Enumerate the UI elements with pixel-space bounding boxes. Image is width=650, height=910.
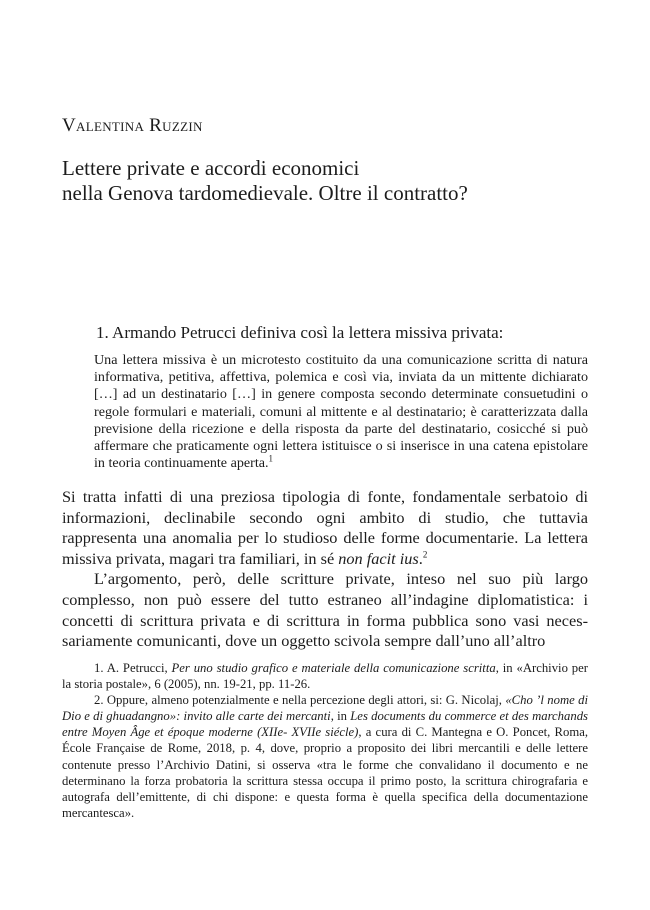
author-name [62,115,203,137]
paragraph-1-end: . [418,548,423,568]
footnote-ref-1[interactable]: 1 [268,453,274,464]
title-line-1: Lettere private e accordi economici [62,156,360,180]
footnote-2 [62,692,588,821]
block-quote-text: Una lettera missiva è un microtesto costituito da una comunicazione scritta di natura informativa, petitiva, affettiva, polemica e così via, inviata da un mittente dichiarato […] ad un destinatario […] in genere composta secondo determinate consuetudini o regole formulari e materiali, comuni al mittente e al destinatario; è caratterizzata dalla previsione della ricezione e della risposta da parte del destinatario, cosicché si può affermare che praticamente ogni lettera istituisce o si inserisce in una catena epistolare in teoria continuamente aperta. [94,352,588,472]
paragraph-1-text: Si tratta infatti di una preziosa tipologia di fonte, fondamentale serbatoio di informazioni, declinabile secondo ogni ambito di studio, che tuttavia rappresenta una anomalia per lo studioso delle forme documentarie. La lettera missiva privata, magari tra familiari, in sé [62,487,588,568]
footnote-1-tail: , in «Archivio per la storia postale», 6 (2005), nn. 19-21, pp. 11-26. [62,661,588,692]
footnote-1 [62,660,588,692]
footnote-2-title: «Cho ’l nome di Dio e di ghuadangno»: invito alle carte dei mercanti [62,693,588,724]
footnote-2-in: , in [330,709,347,724]
paragraph-2: L’argomento, però, delle scritture private, inteso nel suo più largo complesso, non può essere del tutto estraneo all’indagine diplomatistica: i concetti di scrittura privata e di scrittura in forma pubblica sono vasi neces-sariamente comunicanti, dove un oggetto scivola sempre dall’uno all’altro [62,569,588,651]
footnote-2-book-title: Les documents du commerce et des marchands entre Moyen Âge et époque moderne (XIIe- XVIIe siécle) [62,709,588,740]
article-title [62,156,602,206]
section-intro: 1. Armando Petrucci definiva così la lettera missiva privata: [96,323,504,342]
paragraph-1 [62,487,588,569]
footnote-1-lead: 1. A. Petrucci, [94,661,168,675]
main-text [62,487,588,652]
footnotes [62,660,588,821]
title-line-2: nella Genova tardomedievale. Oltre il contratto? [62,181,468,205]
footnote-1-title: Per uno studio grafico e materiale della comunicazione scritta [171,661,496,675]
footnote-ref-2[interactable]: 2 [422,549,428,560]
paragraph-1-latin: non facit ius [338,548,419,568]
footnote-2-lead: 2. Oppure, almeno potenzialmente e nella percezione degli attori, si: G. Nicolaj, [94,693,502,708]
block-quote [94,352,588,472]
author-name-text: Valentina Ruzzin [62,115,203,136]
footnote-2-tail: , a cura di C. Mantegna e O. Poncet, Roma, École Française de Rome, 2018, p. 4, dove, proprio a proposito dei libri mercantili e delle lettere contenute presso l’Archivio Datini, si osserva «tra le forme che convalidano il documento e ne determinano la forza probatoria la scrittura stessa occupa il primo posto, la scrittura chirografaria e autografa dell’emittente, di chi dispone: e questa forma è quella specifica della documentazione mercantesca». [62,725,588,820]
